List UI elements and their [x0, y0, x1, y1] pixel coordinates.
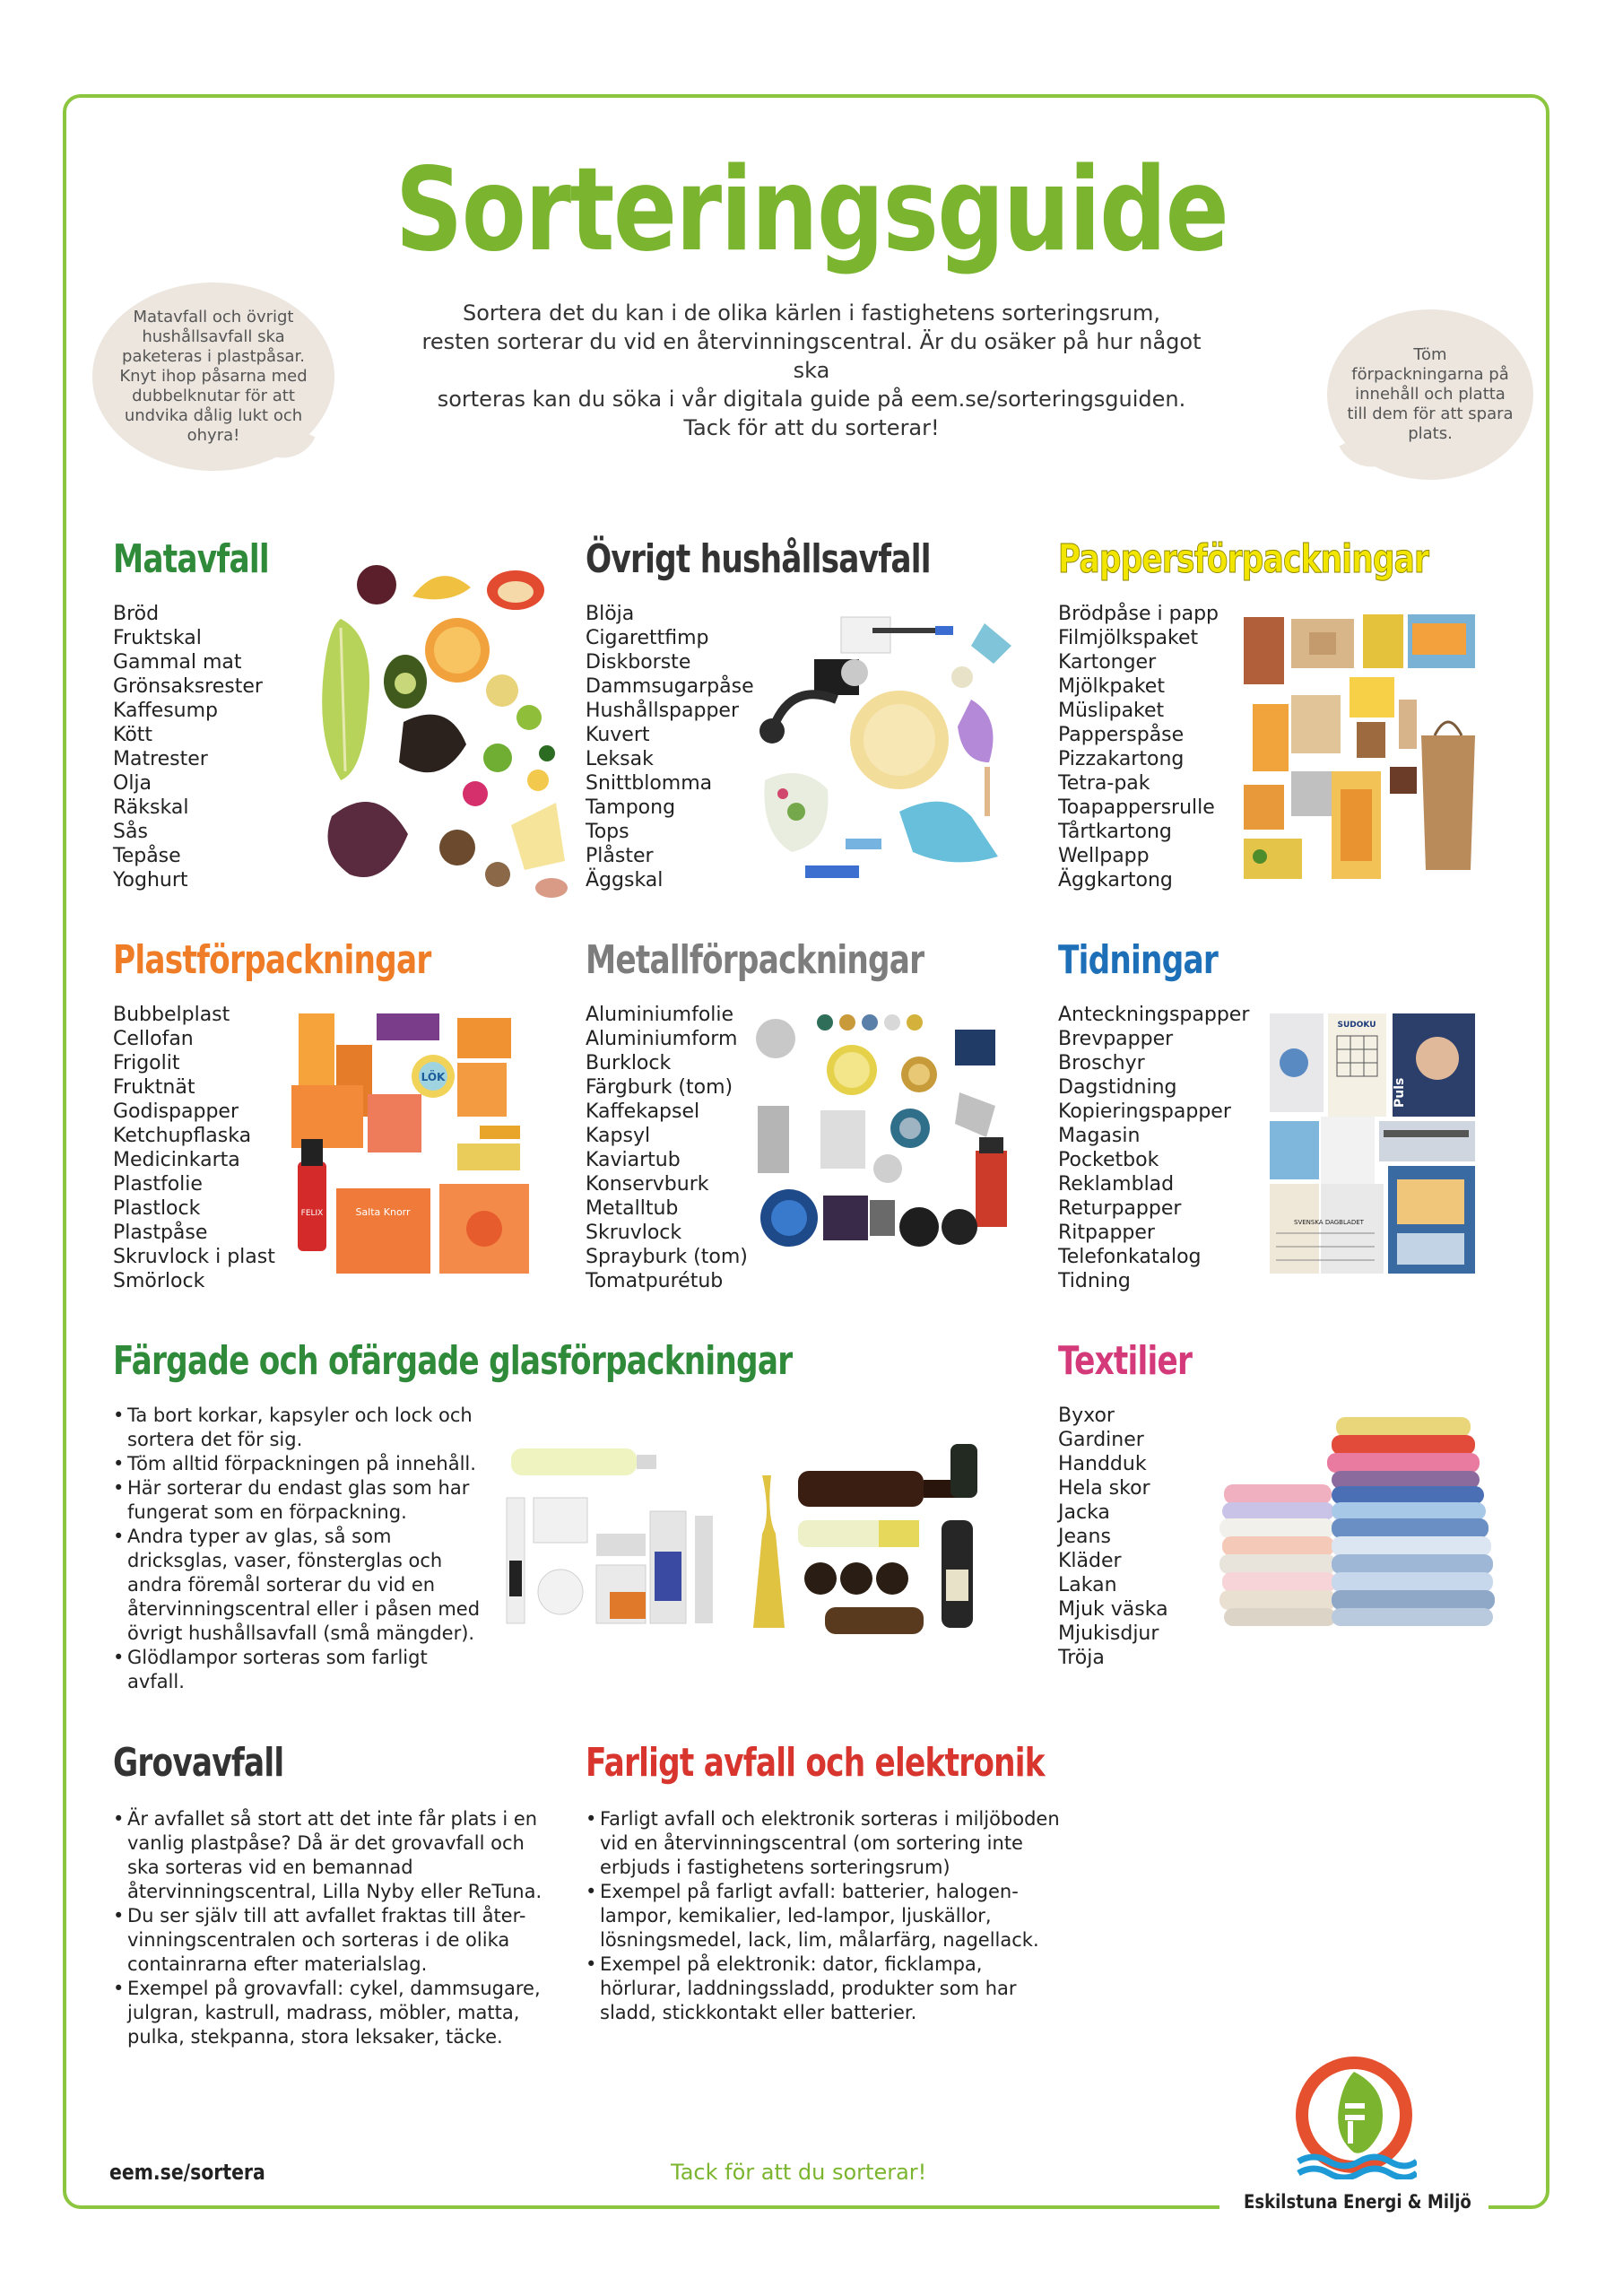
- list-item: Plastpåse: [113, 1222, 208, 1244]
- list-item: Gardiner: [1058, 1429, 1144, 1451]
- list-item: Tidning: [1058, 1270, 1131, 1292]
- list-item: Tårtkartong: [1058, 821, 1172, 843]
- tip-text: Töm förpackningarna på innehåll och platta till dem för att spara plats.: [1347, 345, 1514, 443]
- list-item: Plastlock: [113, 1197, 201, 1220]
- list-item: Medicinkarta: [113, 1149, 240, 1171]
- intro-line: Tack för att du sorterar!: [683, 415, 940, 440]
- household-waste-photo: [756, 610, 1016, 883]
- section-title: Matavfall: [113, 536, 269, 582]
- food-waste-photo: [314, 565, 574, 901]
- list-item: Reklamblad: [1058, 1173, 1175, 1196]
- list-item: Smörlock: [113, 1270, 205, 1292]
- section-textilier: [1058, 1338, 1229, 1670]
- list-item: Pocketbok: [1058, 1149, 1159, 1171]
- list-item: Sås: [113, 821, 148, 843]
- list-item: Äggkartong: [1058, 869, 1173, 891]
- bullet-list: [113, 1404, 490, 1694]
- intro-line: sorteras kan du söka i vår digitala guide på eem.se/sorteringsguiden.: [437, 387, 1186, 412]
- intro-line: Sortera det du kan i de olika kärlen i fastighetens sorteringsrum,: [463, 300, 1160, 326]
- list-item: Anteckningspapper: [1058, 1004, 1250, 1026]
- list-item: Aluminiumfolie: [586, 1004, 734, 1026]
- list-item: Kopieringspapper: [1058, 1100, 1231, 1123]
- list-item: Kartonger: [1058, 651, 1157, 674]
- newspaper-photo: [1267, 1009, 1478, 1278]
- list-item: Wellpapp: [1058, 845, 1150, 867]
- footer-thanks: Tack för att du sorterar!: [671, 2160, 927, 2185]
- section-title: Grovavfall: [113, 1740, 284, 1786]
- list-item: Cellofan: [113, 1028, 194, 1050]
- bullet-item: • Här sorterar du endast glas som har fungerat som en förpackning.: [113, 1476, 490, 1525]
- section-title: Färgade och ofärgade glasförpackningar: [113, 1338, 793, 1384]
- bullet-list: [113, 1807, 561, 2049]
- list-item: Byxor: [1058, 1405, 1115, 1427]
- puls-label: Puls: [1393, 1077, 1407, 1108]
- section-matavfall: [113, 536, 313, 892]
- section-title: Plastförpackningar: [113, 937, 431, 983]
- list-item: Frigolit: [113, 1052, 180, 1074]
- list-item: Ritpapper: [1058, 1222, 1155, 1244]
- bullet-item: • Ta bort korkar, kapsyler och lock och sortera det för sig.: [113, 1404, 490, 1452]
- list-item: Gammal mat: [113, 651, 242, 674]
- tip-bubble-right: [1327, 309, 1533, 480]
- list-item: Färgburk (tom): [586, 1076, 733, 1099]
- list-item: Blöja: [586, 603, 635, 625]
- list-item: Jacka: [1058, 1501, 1110, 1524]
- list-item: Tampong: [586, 796, 676, 819]
- sudoku-label: SUDOKU: [1337, 1021, 1376, 1030]
- list-item: Hushållspapper: [586, 700, 740, 722]
- list-item: Sprayburk (tom): [586, 1246, 748, 1268]
- list-item: Hela skor: [1058, 1477, 1150, 1500]
- list-item: Kaffesump: [113, 700, 219, 722]
- list-item: Yoghurt: [113, 869, 188, 891]
- list-item: Jeans: [1058, 1526, 1111, 1548]
- list-item: Tetra-pak: [1058, 772, 1150, 795]
- svenska-dagbladet-label: SVENSKA DAGBLADET: [1294, 1219, 1364, 1226]
- list-item: Snittblomma: [586, 772, 713, 795]
- list-item: Papperspåse: [1058, 724, 1185, 746]
- bullet-item: • Exempel på grovavfall: cykel, dammsugare, julgran, kastrull, madrass, möbler, matta, pulka, stekpanna, stora leksaker, täcke.: [113, 1977, 561, 2049]
- list-item: Fruktskal: [113, 627, 202, 649]
- bullet-item: • Du ser själv till att avfallet fraktas till åter-vinningscentralen och sorteras i de olika containrarna efter materialslag.: [113, 1904, 561, 1977]
- list-item: Telefonkatalog: [1058, 1246, 1202, 1268]
- list-item: Olja: [113, 772, 152, 795]
- company-name: Eskilstuna Energi & Miljö: [1244, 2191, 1471, 2213]
- list-item: Bröd: [113, 603, 160, 625]
- list-item: Kaviartub: [586, 1149, 681, 1171]
- section-title: Tidningar: [1058, 937, 1219, 983]
- section-tidningar: [1058, 937, 1263, 1293]
- list-item: Kuvert: [586, 724, 650, 746]
- section-grovavfall: [113, 1740, 561, 2049]
- list-item: Brevpapper: [1058, 1028, 1174, 1050]
- list-item: Kläder: [1058, 1550, 1122, 1572]
- list-item: Kapsyl: [586, 1125, 651, 1147]
- list-item: Brödpåse i papp: [1058, 603, 1219, 625]
- bullet-item: • Töm alltid förpackningen på innehåll.: [113, 1452, 490, 1476]
- list-item: Toapappersrulle: [1058, 796, 1215, 819]
- bullet-item: • Farligt avfall och elektronik sorteras i miljöboden vid en återvinningscentral (om sortering inte erbjuds i fastighetens sorteringsrum): [586, 1807, 1061, 1880]
- list-item: Ketchupflaska: [113, 1125, 252, 1147]
- bullet-item: • Exempel på farligt avfall: batterier, halogen-lampor, kemikalier, led-lampor, ljuskällor, lösningsmedel, lack, lim, målarfärg, nagellack.: [586, 1880, 1061, 1952]
- plastic-packaging-photo: [282, 1009, 542, 1283]
- intro-line: resten sorterar du vid en återvinningscentral. Är du osäker på hur något ska: [421, 329, 1202, 383]
- intro-text: [404, 299, 1219, 442]
- footer-url[interactable]: eem.se/sortera: [109, 2160, 265, 2185]
- list-item: Matrester: [113, 748, 208, 770]
- metal-packaging-photo: [753, 1012, 1013, 1267]
- list-item: Plastfolie: [113, 1173, 203, 1196]
- list-item: Pizzakartong: [1058, 748, 1185, 770]
- list-item: Filmjölkspaket: [1058, 627, 1199, 649]
- bullet-list: [586, 1807, 1061, 2025]
- item-list: [113, 602, 313, 892]
- section-title: Farligt avfall och elektronik: [586, 1740, 1045, 1786]
- section-title: Övrigt hushållsavfall: [586, 536, 931, 582]
- list-item: Dagstidning: [1058, 1076, 1177, 1099]
- tip-text: Matavfall och övrigt hushållsavfall ska paketeras i plastpåsar. Knyt ihop påsarna med dubbelknutar för att undvika dålig lukt och ohyra!: [119, 308, 308, 445]
- lok-label: LÖK: [421, 1071, 446, 1083]
- list-item: Konservburk: [586, 1173, 709, 1196]
- section-title: Pappersförpackningar: [1058, 536, 1429, 582]
- bullet-item: • Andra typer av glas, så som dricksglas, vaser, fönsterglas och andra föremål sorterar du vid en återvinningscentral eller i påsen med övrigt hushållsavfall (små mängder).: [113, 1525, 490, 1646]
- item-list: [1058, 1003, 1263, 1293]
- glass-packaging-photo: [502, 1435, 1013, 1646]
- list-item: Grönsaksrester: [113, 675, 263, 698]
- list-item: Metalltub: [586, 1197, 679, 1220]
- list-item: Skruvlock: [586, 1222, 682, 1244]
- company-logo: [1291, 2054, 1417, 2179]
- list-item: Godispapper: [113, 1100, 239, 1123]
- list-item: Lakan: [1058, 1574, 1117, 1596]
- item-list: [1058, 1404, 1229, 1670]
- list-item: Dammsugarpåse: [586, 675, 754, 698]
- list-item: Cigarettfimp: [586, 627, 709, 649]
- salta-knorr-label: Salta Knorr: [355, 1206, 411, 1218]
- bullet-item: • Exempel på elektronik: dator, ficklampa, hörlurar, laddningssladd, produkter som har sladd, stickkontakt eller batterier.: [586, 1952, 1061, 2025]
- list-item: Kaffekapsel: [586, 1100, 700, 1123]
- list-item: Bubbelplast: [113, 1004, 230, 1026]
- textiles-photo: [1215, 1413, 1497, 1632]
- list-item: Diskborste: [586, 651, 691, 674]
- list-item: Returpapper: [1058, 1197, 1182, 1220]
- paper-packaging-photo: [1242, 610, 1480, 883]
- list-item: Tröja: [1058, 1647, 1105, 1669]
- section-farligt: [586, 1740, 1174, 2025]
- list-item: Mjölkpaket: [1058, 675, 1165, 698]
- page-title: Sorteringsguide: [395, 144, 1228, 277]
- section-title: Textilier: [1058, 1338, 1193, 1384]
- felix-label: FELIX: [300, 1209, 324, 1218]
- list-item: Äggskal: [586, 869, 664, 891]
- list-item: Leksak: [586, 748, 654, 770]
- list-item: Kött: [113, 724, 153, 746]
- list-item: Plåster: [586, 845, 654, 867]
- list-item: Räkskal: [113, 796, 189, 819]
- list-item: Tomatpurétub: [586, 1270, 724, 1292]
- list-item: Tops: [586, 821, 629, 843]
- list-item: Fruktnät: [113, 1076, 195, 1099]
- list-item: Magasin: [1058, 1125, 1141, 1147]
- list-item: Broschyr: [1058, 1052, 1145, 1074]
- list-item: Müslipaket: [1058, 700, 1165, 722]
- section-title: Metallförpackningar: [586, 937, 924, 983]
- list-item: Burklock: [586, 1052, 672, 1074]
- list-item: Tepåse: [113, 845, 181, 867]
- tip-bubble-left: [92, 283, 334, 471]
- list-item: Aluminiumform: [586, 1028, 738, 1050]
- list-item: Skruvlock i plast: [113, 1246, 275, 1268]
- list-item: Mjuk väska: [1058, 1598, 1168, 1621]
- bullet-item: • Är avfallet så stort att det inte får plats i en vanlig plastpåse? Då är det grovavfall och ska sorteras vid en bemannad återvinningscentral, Lilla Nyby eller ReTuna.: [113, 1807, 561, 1904]
- bullet-item: • Glödlampor sorteras som farligt avfall.: [113, 1646, 490, 1694]
- list-item: Mjukisdjur: [1058, 1622, 1159, 1645]
- list-item: Handduk: [1058, 1453, 1147, 1475]
